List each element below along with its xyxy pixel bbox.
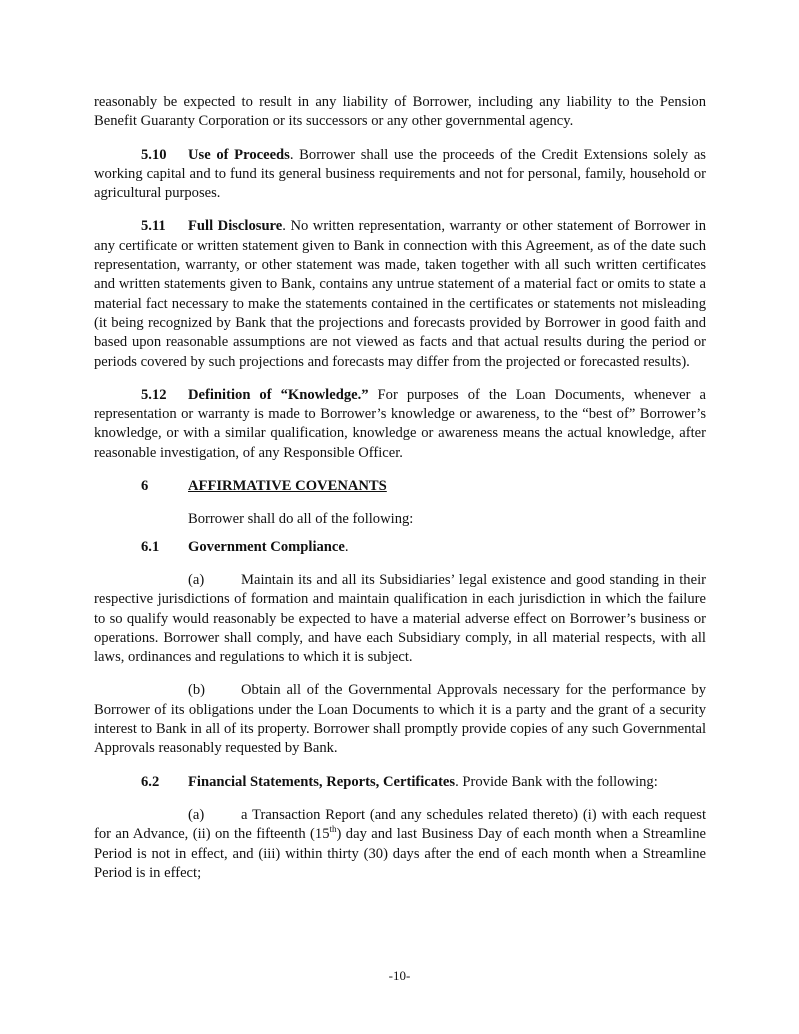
clause-text: Obtain all of the Governmental Approvals necessary for the performance by Borrower of its obligations under the Loan Documents to which it is a party and the grant of a security interest to Bank in all of its property. Borrower shall promptly provide copies of any such Governmental Approvals reasonably requested by Bank.	[94, 682, 706, 757]
clause-text: Maintain its and all its Subsidiaries’ legal existence and good standing in their respective jurisdictions of formation and maintain qualification in each jurisdiction in which the failure to so qualify would reasonably be expected to have a material adverse effect on Borrower’s business or operations. Borrower shall comply, and have each Subsidiary comply, in all material respects, with all laws, ordinances and regulations to which it is subject.	[94, 571, 706, 666]
section-title: AFFIRMATIVE COVENANTS	[188, 478, 387, 495]
section-title: Full Disclosure	[188, 218, 283, 235]
section-title: Definition of “Knowledge	[188, 386, 358, 403]
clause-label: (b)	[188, 682, 206, 699]
section-number: 6.2	[141, 773, 160, 790]
section-number: 5.10	[141, 146, 167, 163]
page-number: -10-	[388, 968, 411, 983]
section-6-2-a	[94, 806, 706, 883]
section-6-2	[94, 773, 706, 792]
document-page	[94, 93, 706, 883]
clause-label: (a)	[188, 806, 205, 823]
clause-label: (a)	[188, 571, 205, 588]
section-6-1-b	[94, 681, 706, 758]
section-number: 5.11	[141, 218, 166, 235]
section-text: . Provide Bank with the following:	[455, 773, 658, 790]
superscript-th: th	[329, 824, 337, 835]
section-6-heading	[94, 477, 706, 496]
paragraph-continued: reasonably be expected to result in any liability of Borrower, including any liability to the Pension Benefit Guaranty Corporation or its successors or any other governmental agency.	[94, 94, 706, 130]
section-title: Government Compliance	[188, 538, 345, 555]
section-text: . Borrower shall use the proceeds of the Credit Extensions solely as working capital and to fund its general business requirements and not for personal, family, household or agricultural purposes.	[94, 146, 706, 202]
section-title: Financial Statements, Reports, Certificates	[188, 773, 456, 790]
clause-text: a Transaction Report (and any schedules related thereto) (i) with each request for an Advance, (ii) on the fifteenth (15	[94, 806, 706, 843]
section-6-1-a	[94, 571, 706, 667]
section-number: 6.1	[141, 538, 160, 555]
clause-text-cont: ) day and last Business Day of each month when a Streamline Period is not in effect, and (iii) within thirty (30) days after the end of each month when a Streamline Period is in effect;	[94, 826, 707, 881]
section-5-12	[94, 386, 706, 463]
section-text: . No written representation, warranty or other statement of Borrower in any certificate or written statement given to Bank in connection with this Agreement, as of the date such representation, warranty, or other statement was made, taken together with all such written certificates and written statements given to Bank, contains any untrue statement of a material fact or omits to state a material fact necessary to make the statements contained in the certificates or statements not misleading (it being recognized by Bank that the projections and forecasts provided by Borrower in good faith and based upon reasonable assumptions are not viewed as facts and that actual results during the period or periods covered by such projections and forecasts may differ from the projected or forecasted results).	[94, 218, 706, 370]
section-title-end: .	[344, 538, 349, 555]
section-title-end: .”	[357, 386, 369, 403]
section-number: 5.12	[141, 386, 167, 403]
section-5-11	[94, 217, 706, 371]
section-5-10	[94, 146, 706, 204]
section-6-1-heading	[94, 538, 706, 557]
section-6-intro: Borrower shall do all of the following:	[188, 511, 414, 528]
section-title: Use of Proceeds	[188, 146, 290, 163]
section-text: For purposes of the Loan Documents, whenever a representation or warranty is made to Borrower’s knowledge or awareness, to the “best of” Borrower’s knowledge, or with a similar qualification, knowledge or awareness means the actual knowledge, after reasonable investigation, of any Responsible Officer.	[94, 386, 706, 461]
section-number: 6	[141, 478, 149, 495]
